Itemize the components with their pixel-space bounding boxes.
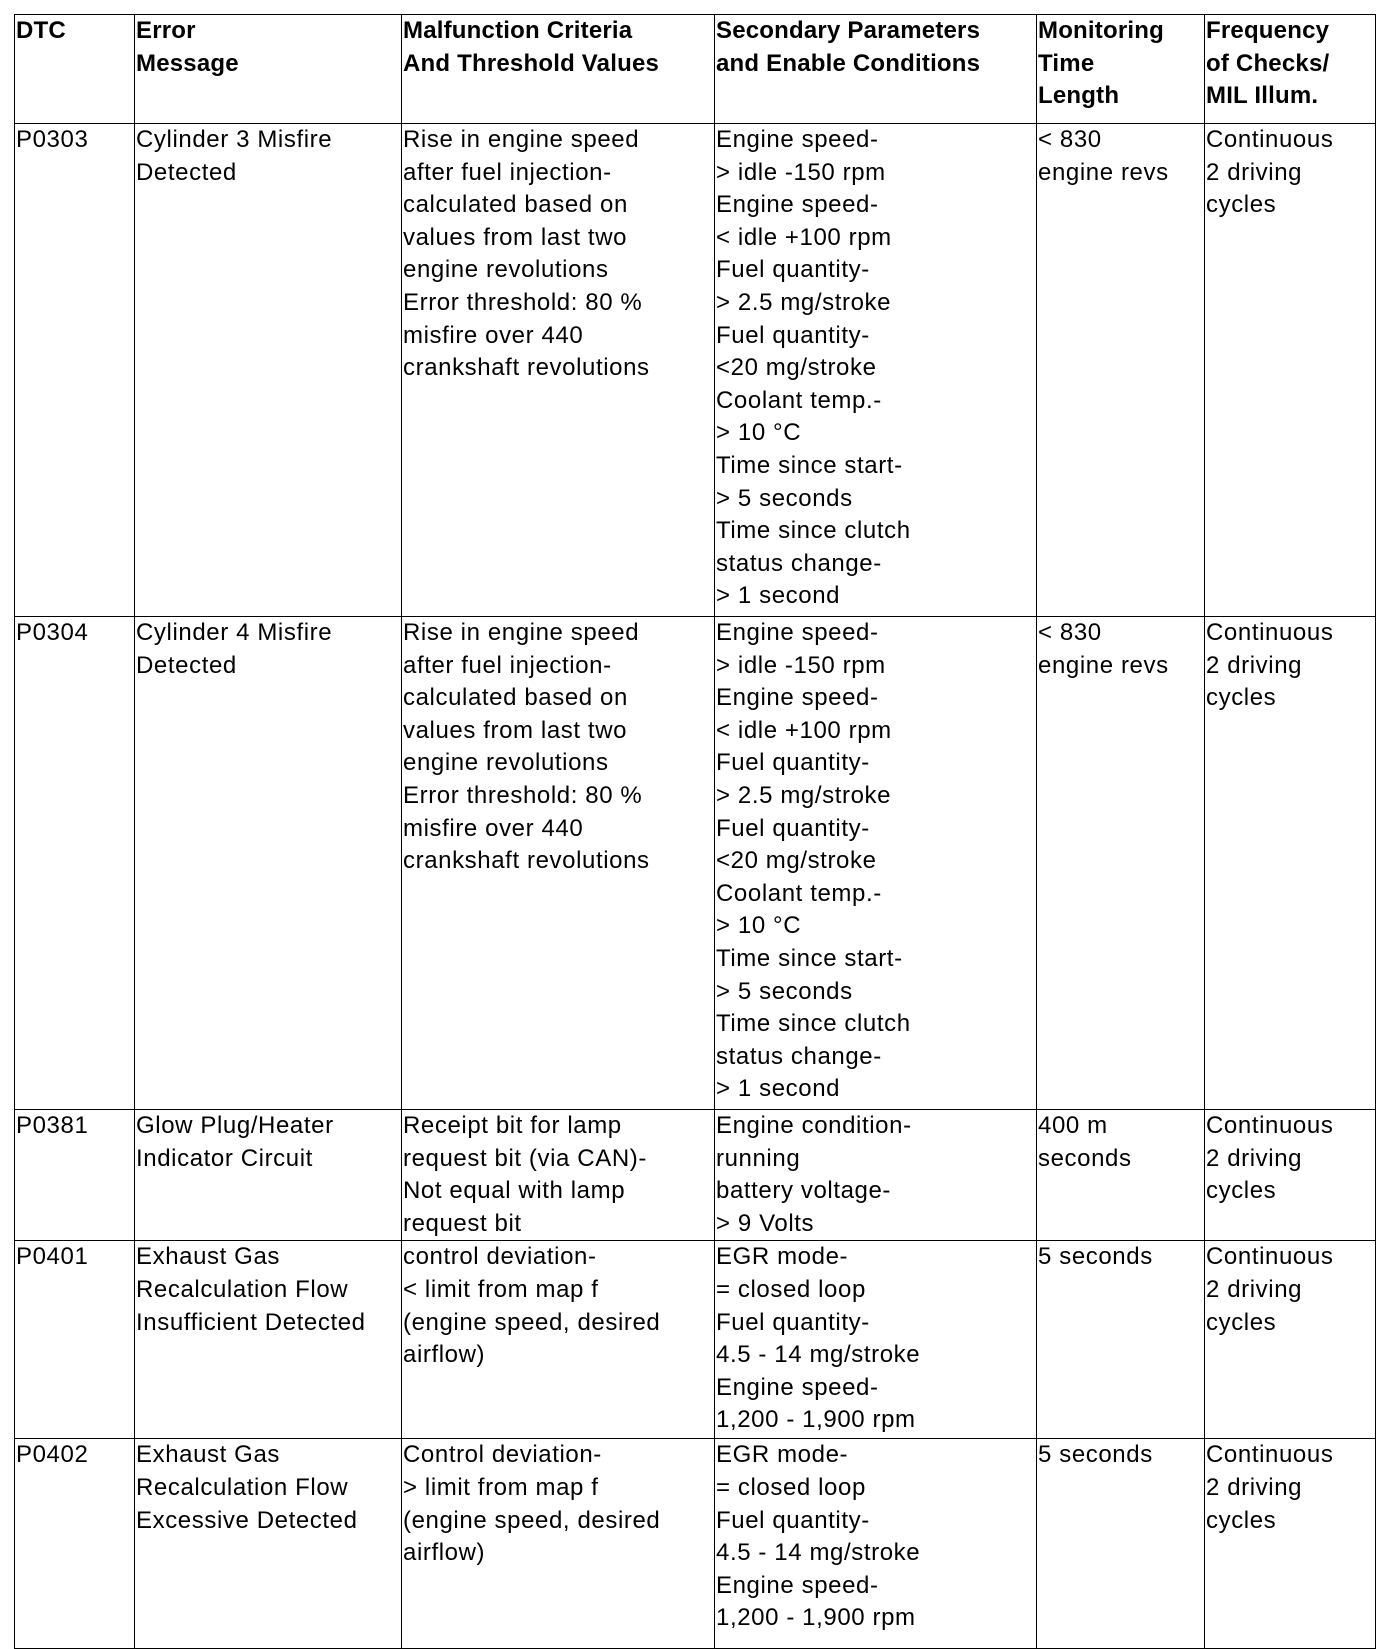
cell-malfunction-criteria: Control deviation- > limit from map f (engine speed, desired airflow) [402,1439,715,1649]
cell-dtc: P0402 [15,1439,135,1649]
header-malfunction-criteria: Malfunction Criteria And Threshold Values [402,15,715,124]
cell-frequency: Continuous 2 driving cycles [1205,1110,1376,1241]
header-frequency: Frequency of Checks/ MIL Illum. [1205,15,1376,124]
cell-monitoring-time: < 830 engine revs [1037,617,1205,1110]
cell-malfunction-criteria: Rise in engine speed after fuel injection- calculated based on values from last two engine revolutions Error threshold: 80 % misfire over 440 crankshaft revolutions [402,617,715,1110]
cell-malfunction-criteria: Receipt bit for lamp request bit (via CAN)- Not equal with lamp request bit [402,1110,715,1241]
cell-monitoring-time: 5 seconds [1037,1439,1205,1649]
cell-error-message: Cylinder 4 Misfire Detected [135,617,402,1110]
cell-monitoring-time: 400 m seconds [1037,1110,1205,1241]
cell-frequency: Continuous 2 driving cycles [1205,124,1376,617]
cell-error-message: Exhaust Gas Recalculation Flow Insufficient Detected [135,1241,402,1439]
table-row [15,124,1376,617]
table-row [15,1110,1376,1241]
table-row [15,1439,1376,1649]
cell-error-message: Exhaust Gas Recalculation Flow Excessive Detected [135,1439,402,1649]
cell-error-message: Glow Plug/Heater Indicator Circuit [135,1110,402,1241]
cell-frequency: Continuous 2 driving cycles [1205,617,1376,1110]
cell-secondary-parameters: Engine speed- > idle -150 rpm Engine speed- < idle +100 rpm Fuel quantity- > 2.5 mg/stroke Fuel quantity- <20 mg/stroke Coolant temp.- > 10 °C Time since start- > 5 seconds Time since clutch status change- > 1 second [715,124,1037,617]
cell-secondary-parameters: EGR mode- = closed loop Fuel quantity- 4.5 - 14 mg/stroke Engine speed- 1,200 - 1,900 rpm [715,1439,1037,1649]
header-error-message: Error Message [135,15,402,124]
table-row [15,617,1376,1110]
cell-monitoring-time: 5 seconds [1037,1241,1205,1439]
table-header [15,15,1376,124]
cell-malfunction-criteria: control deviation- < limit from map f (engine speed, desired airflow) [402,1241,715,1439]
cell-secondary-parameters: Engine condition- running battery voltage- > 9 Volts [715,1110,1037,1241]
table-body [15,124,1376,1649]
cell-secondary-parameters: EGR mode- = closed loop Fuel quantity- 4.5 - 14 mg/stroke Engine speed- 1,200 - 1,900 rpm [715,1241,1037,1439]
header-dtc: DTC [15,15,135,124]
cell-dtc: P0401 [15,1241,135,1439]
dtc-table [14,14,1376,1649]
header-monitoring-time: Monitoring Time Length [1037,15,1205,124]
cell-error-message: Cylinder 3 Misfire Detected [135,124,402,617]
cell-frequency: Continuous 2 driving cycles [1205,1241,1376,1439]
cell-secondary-parameters: Engine speed- > idle -150 rpm Engine speed- < idle +100 rpm Fuel quantity- > 2.5 mg/stroke Fuel quantity- <20 mg/stroke Coolant temp.- > 10 °C Time since start- > 5 seconds Time since clutch status change- > 1 second [715,617,1037,1110]
cell-monitoring-time: < 830 engine revs [1037,124,1205,617]
table-row [15,1241,1376,1439]
cell-frequency: Continuous 2 driving cycles [1205,1439,1376,1649]
cell-dtc: P0303 [15,124,135,617]
cell-malfunction-criteria: Rise in engine speed after fuel injection- calculated based on values from last two engine revolutions Error threshold: 80 % misfire over 440 crankshaft revolutions [402,124,715,617]
header-secondary-parameters: Secondary Parameters and Enable Conditions [715,15,1037,124]
cell-dtc: P0381 [15,1110,135,1241]
header-row [15,15,1376,124]
cell-dtc: P0304 [15,617,135,1110]
